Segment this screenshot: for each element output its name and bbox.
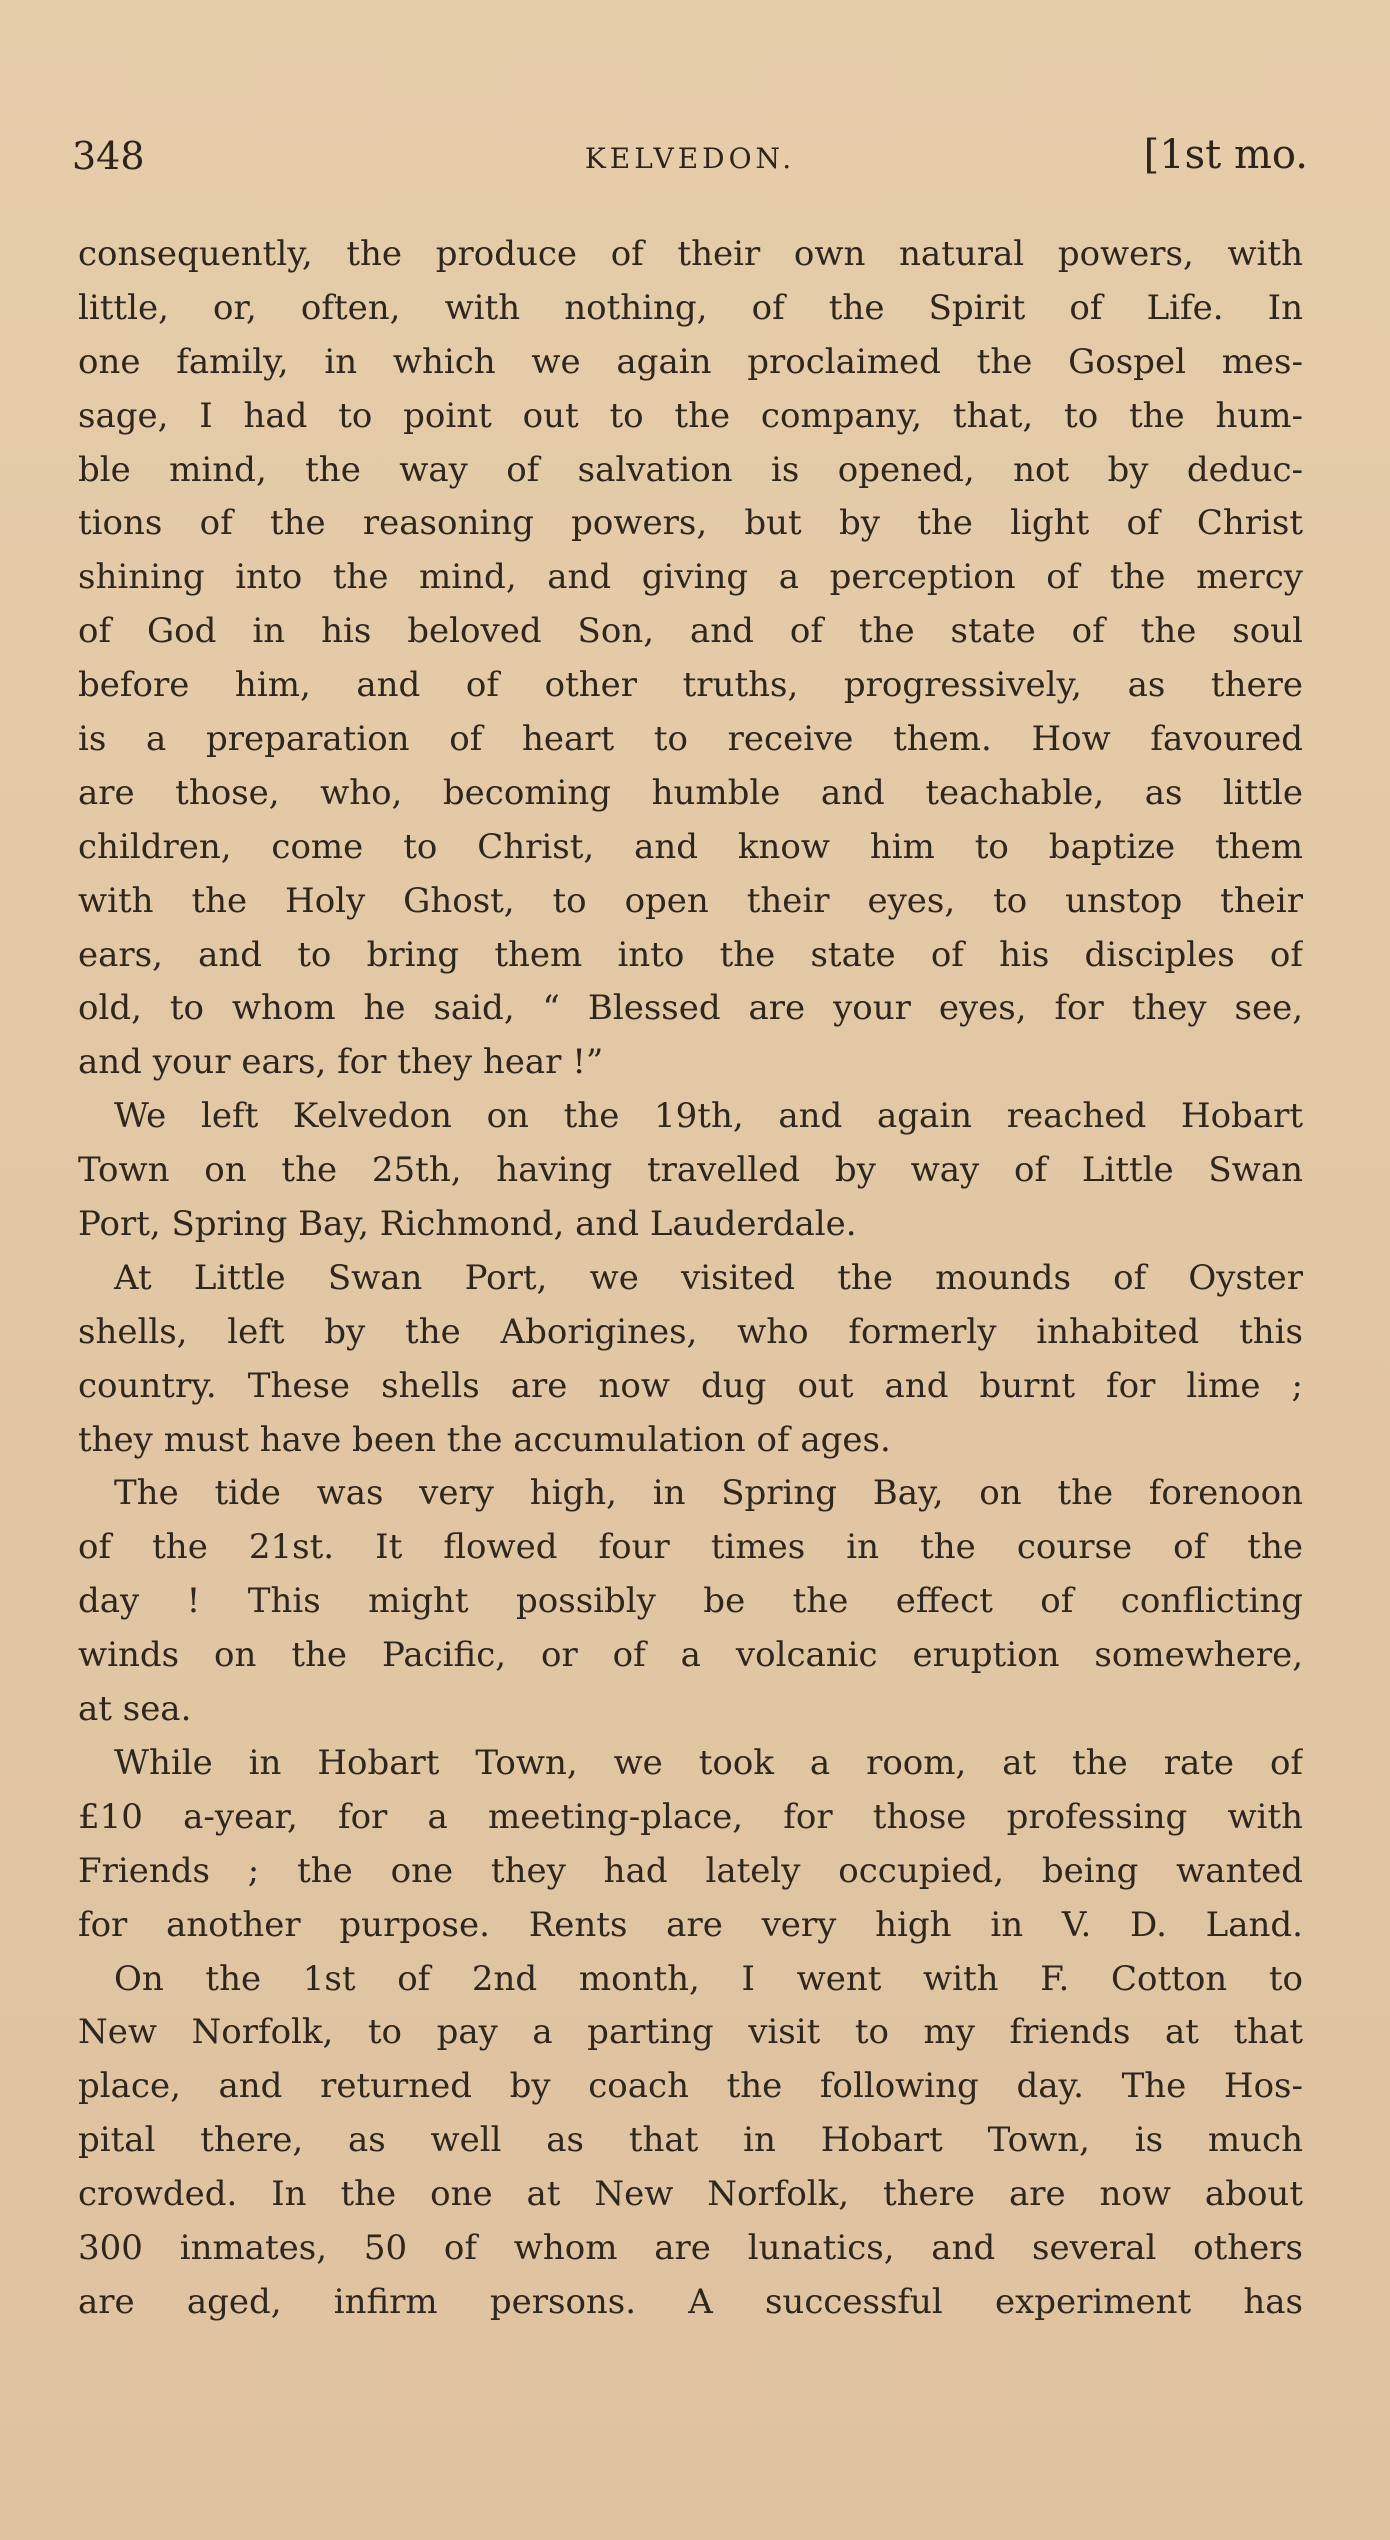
text-line: On the 1st of 2nd month, I went with F. Cotton to <box>114 1958 1303 1999</box>
text-line: country. These shells are now dug out and burnt for lime ; <box>78 1365 1303 1406</box>
text-line: pital there, as well as that in Hobart Town, is much <box>78 2120 1303 2161</box>
text-line: £10 a-year, for a meeting-place, for those professing with <box>78 1796 1303 1837</box>
text-line: with the Holy Ghost, to open their eyes, to unstop their <box>78 880 1303 921</box>
text-line: shells, left by the Aborigines, who formerly inhabited this <box>78 1311 1303 1352</box>
text-line: and your ears, for they hear !” <box>78 1042 604 1083</box>
text-line: Friends ; the one they had lately occupied, being wanted <box>78 1850 1303 1891</box>
text-line: The tide was very high, in Spring Bay, on the forenoon <box>114 1473 1303 1514</box>
text-line: Town on the 25th, having travelled by way of Little Swan <box>78 1150 1303 1191</box>
text-line: shining into the mind, and giving a perception of the mercy <box>78 557 1303 598</box>
text-line: We left Kelvedon on the 19th, and again reached Hobart <box>114 1096 1303 1137</box>
running-title: KELVEDON. <box>584 142 796 175</box>
text-line: ble mind, the way of salvation is opened, not by deduc- <box>78 449 1303 490</box>
text-line: At Little Swan Port, we visited the mounds of Oyster <box>114 1257 1303 1298</box>
text-line: at sea. <box>78 1689 192 1730</box>
text-line: old, to whom he said, “ Blessed are your eyes, for they see, <box>78 988 1303 1029</box>
text-line: day ! This might possibly be the effect of conflicting <box>78 1581 1303 1622</box>
month-marker: [1st mo. <box>1143 132 1308 178</box>
text-line: little, or, often, with nothing, of the Spirit of Life. In <box>78 287 1303 328</box>
text-line: children, come to Christ, and know him to baptize them <box>78 826 1303 867</box>
text-line: crowded. In the one at New Norfolk, there are now about <box>78 2174 1303 2215</box>
text-line: they must have been the accumulation of ages. <box>78 1419 891 1460</box>
text-line: of God in his beloved Son, and of the state of the soul <box>78 611 1303 652</box>
text-line: one family, in which we again proclaimed the Gospel mes- <box>78 341 1303 382</box>
text-line: consequently, the produce of their own natural powers, with <box>78 234 1303 274</box>
text-line: are those, who, becoming humble and teachable, as little <box>78 772 1303 813</box>
text-line: 300 inmates, 50 of whom are lunatics, and several others <box>78 2227 1303 2268</box>
text-line: sage, I had to point out to the company, that, to the hum- <box>78 395 1303 436</box>
body-text <box>78 228 1303 2330</box>
text-line: before him, and of other truths, progressively, as there <box>78 665 1303 706</box>
text-line: winds on the Pacific, or of a volcanic eruption somewhere, <box>78 1635 1303 1676</box>
text-line: of the 21st. It flowed four times in the course of the <box>78 1527 1303 1568</box>
text-line: While in Hobart Town, we took a room, at the rate of <box>114 1742 1303 1783</box>
text-line: are aged, infirm persons. A successful experiment has <box>78 2281 1303 2322</box>
text-line: tions of the reasoning powers, but by the light of Christ <box>78 503 1303 544</box>
page-header <box>72 128 1308 192</box>
text-line: for another purpose. Rents are very high in V. D. Land. <box>78 1904 1303 1945</box>
text-line: place, and returned by coach the following day. The Hos- <box>78 2066 1303 2107</box>
text-line: New Norfolk, to pay a parting visit to my friends at that <box>78 2012 1303 2053</box>
text-line: ears, and to bring them into the state of his disciples of <box>78 934 1303 975</box>
page-number: 348 <box>72 134 145 178</box>
text-line: is a preparation of heart to receive them. How favoured <box>78 719 1303 760</box>
text-line: Port, Spring Bay, Richmond, and Lauderdale. <box>78 1204 857 1245</box>
